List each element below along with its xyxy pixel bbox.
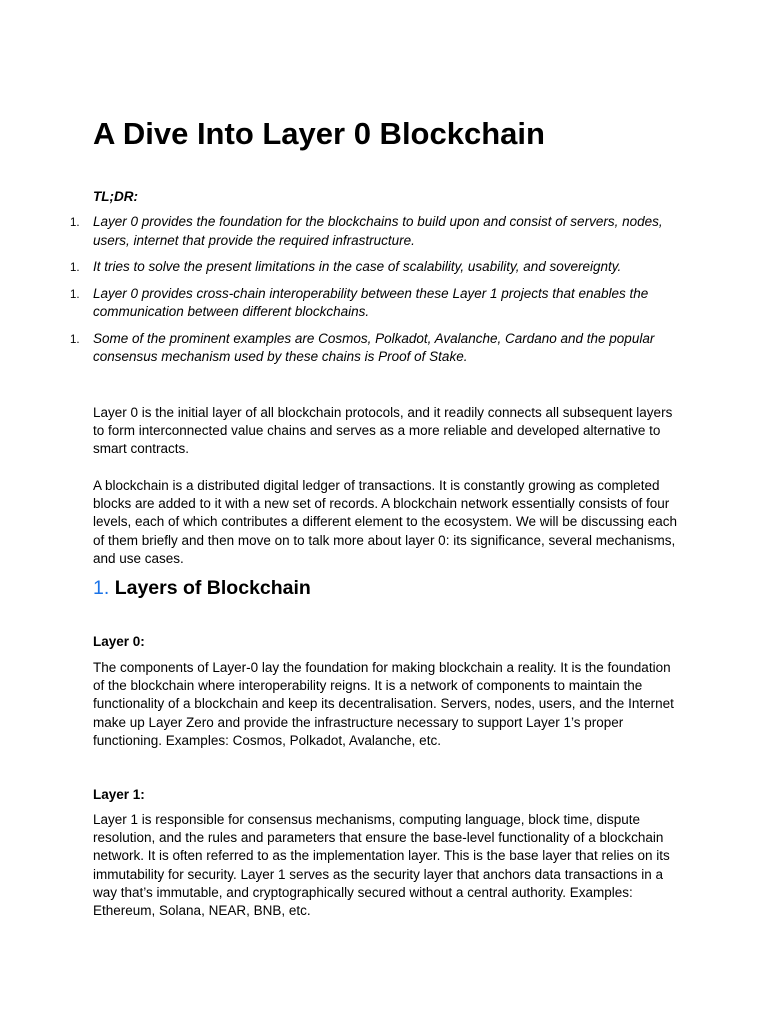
intro-paragraph: Layer 0 is the initial layer of all blockchain protocols, and it readily connects all subsequent layers to form interconnected value chains and serves as a more reliable and developed alternative to smart contracts. (93, 405, 673, 457)
layer1-heading: Layer 1: (93, 787, 145, 802)
section-title: Layers of Blockchain (114, 577, 311, 599)
layer1-paragraph: Layer 1 is responsible for consensus mechanisms, computing language, block time, dispute resolution, and the rules and parameters that ensure the base-level functionality of a blockchain network. It is often referred to as the implementation layer. This is the base layer that relies on its immutability for security. Layer 1 serves as the security layer that anchors data transactions in a way that’s immutable, and cryptographically secured without a central authority. Examples: Ethereum, Solana, NEAR, BNB, etc. (93, 812, 670, 919)
tldr-item-text: Some of the prominent examples are Cosmos, Polkadot, Avalanche, Cardano and the popular consensus mechanism used by these chains is Proof of Stake. (93, 330, 655, 364)
list-number: 1. (70, 288, 80, 301)
layer0-paragraph: The components of Layer-0 lay the foundation for making blockchain a reality. It is the foundation of the blockchain where interoperability reigns. It is a network of components to maintain the functionality of a blockchain and keep its decentralisation. Servers, nodes, users, and the Internet make up Layer Zero and provide the infrastructure necessary to support Layer 1’s proper functioning. Examples: Cosmos, Polkadot, Avalanche, etc. (93, 660, 674, 748)
tldr-list (70, 213, 678, 375)
layer0-heading: Layer 0: (93, 634, 145, 649)
list-number: 1. (70, 217, 80, 229)
tldr-item-text: It tries to solve the present limitations in the case of scalability, usability, and sovereignty. (93, 259, 622, 274)
list-number: 1. (70, 262, 80, 274)
tldr-label: TL;DR: (93, 189, 138, 204)
list-number: 1. (70, 333, 80, 346)
tldr-item-text: Layer 0 provides the foundation for the blockchains to build upon and consist of servers, nodes, users, internet that provide the required infrastructure. (93, 214, 663, 248)
section-heading (93, 576, 311, 600)
tldr-item-text: Layer 0 provides cross-chain interoperability between these Layer 1 projects that enables the communication between different blockchains. (93, 285, 649, 319)
tldr-item (70, 258, 678, 277)
tldr-item (70, 213, 678, 250)
document-title: A Dive Into Layer 0 Blockchain (93, 116, 545, 151)
tldr-item (70, 330, 678, 367)
tldr-item (70, 285, 678, 322)
intro-paragraph: A blockchain is a distributed digital ledger of transactions. It is constantly growing as completed blocks are added to it with a new set of records. A blockchain network essentially consists of four levels, each of which contributes a different element to the ecosystem. We will be discussing each of them briefly and then move on to talk more about layer 0: its significance, several mechanisms, and use cases. (93, 478, 678, 566)
section-number: 1. (93, 577, 110, 599)
